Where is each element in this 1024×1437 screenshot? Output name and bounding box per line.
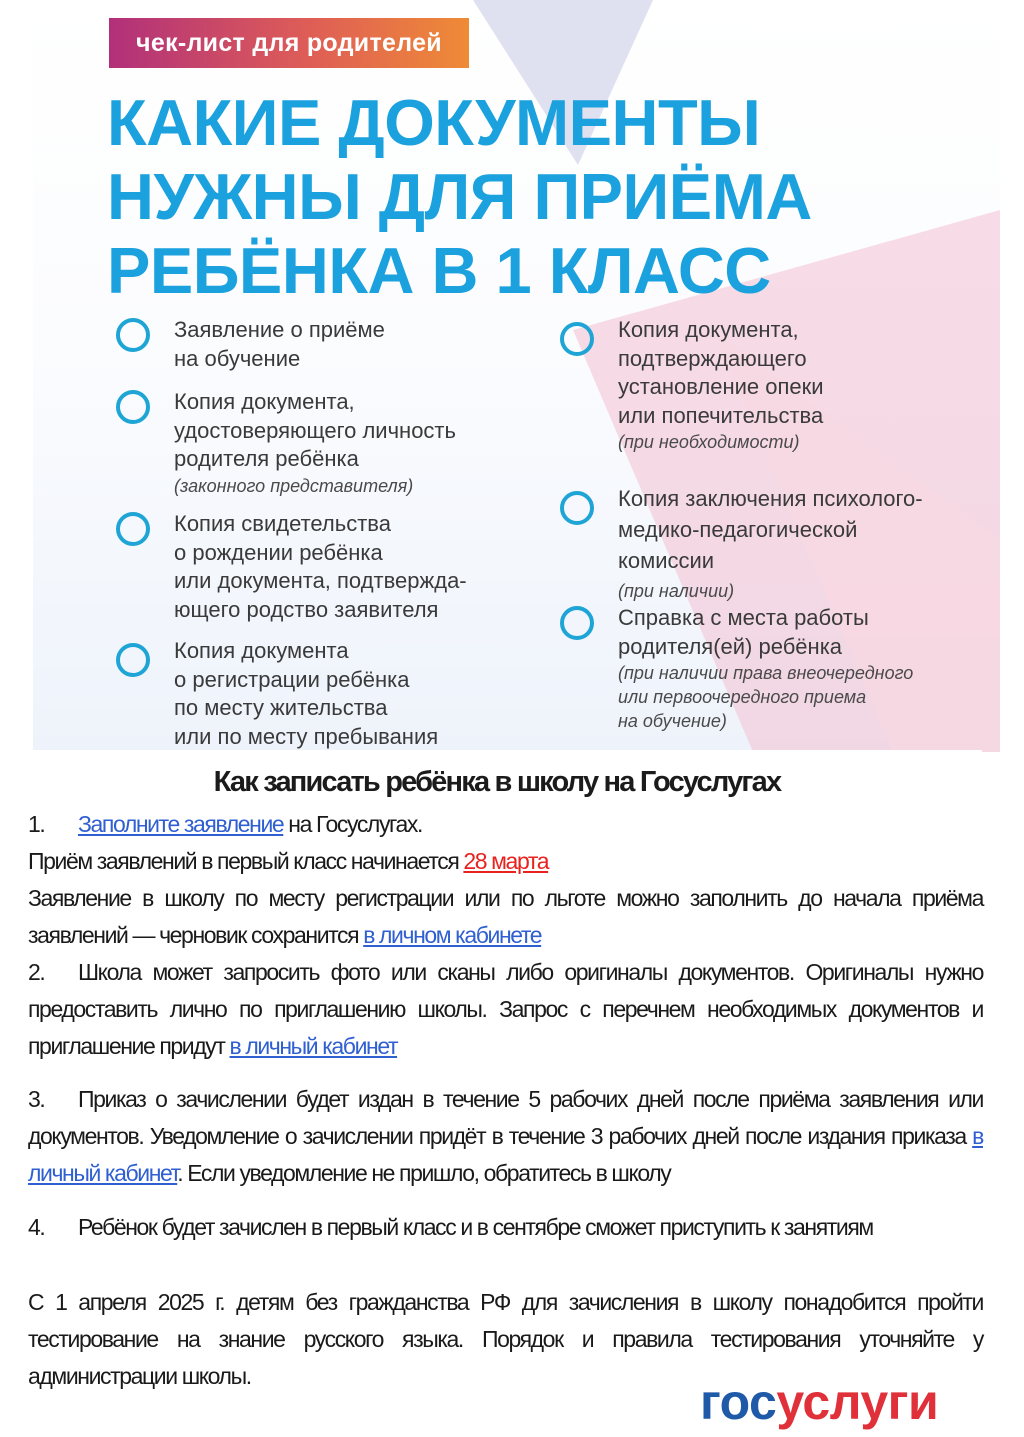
- item-line: медико-педагогической: [618, 517, 858, 542]
- checklist-item: [116, 637, 438, 751]
- item-line: родителя(ей) ребёнка: [618, 633, 843, 659]
- checkbox-circle-icon[interactable]: [116, 512, 150, 546]
- item-line: о регистрации ребёнка: [174, 666, 410, 692]
- item-line: или документа, подтвержда-: [174, 568, 467, 593]
- personal-account-link[interactable]: в личном кабинете: [363, 922, 542, 948]
- item-note: на обучение): [618, 711, 727, 731]
- item-note: или первоочередного приема: [618, 687, 867, 707]
- step-3: [28, 1081, 983, 1192]
- item-note: (при наличии): [618, 581, 735, 601]
- item-line: или попечительства: [618, 402, 824, 428]
- step-text: . Если уведомление не пришло, обратитесь в школу: [177, 1160, 671, 1186]
- checklist-item: [560, 483, 923, 607]
- item-line: или по месту пребывания: [174, 723, 439, 749]
- item-line: о рождении ребёнка: [174, 539, 383, 565]
- step-4: [28, 1209, 983, 1246]
- item-note: (законного представителя): [174, 475, 414, 496]
- item-line: по месту жительства: [174, 695, 388, 720]
- title-line: КАКИЕ ДОКУМЕНТЫ: [107, 86, 761, 159]
- item-note: (при необходимости): [618, 432, 800, 452]
- personal-account-link[interactable]: в личный кабинет: [229, 1033, 398, 1059]
- step-number: 3.: [28, 1086, 45, 1112]
- howto-heading: Как записать ребёнка в школу на Госуслугах: [12, 750, 982, 796]
- checkbox-circle-icon[interactable]: [560, 491, 594, 525]
- title-line: НУЖНЫ ДЛЯ ПРИЁМА: [107, 160, 812, 233]
- item-line: установление опеки: [618, 374, 824, 399]
- item-line: Копия свидетельства: [174, 511, 391, 536]
- checkbox-circle-icon[interactable]: [116, 643, 150, 677]
- checklist-poster: [33, 0, 1000, 752]
- final-note: С 1 апреля 2025 г. детям без гражданства РФ для зачисления в школу понадобится пройти тестирование на знание русского языка. Порядок и правила тестирования уточняйте у администрации школы.: [28, 1289, 983, 1389]
- item-line: Справка с места работы: [618, 605, 869, 630]
- checklist-item-text: [618, 604, 913, 733]
- checkbox-circle-icon[interactable]: [116, 390, 150, 424]
- item-line: на обучение: [174, 345, 301, 371]
- title-line: РЕБЁНКА В 1 КЛАСС: [107, 234, 771, 307]
- item-line: Копия документа,: [174, 389, 355, 414]
- checkbox-circle-icon[interactable]: [560, 322, 594, 356]
- logo-part-red: услуги: [776, 1374, 939, 1430]
- start-date: 28 марта: [463, 848, 549, 874]
- checklist-item-text: [174, 316, 385, 373]
- checklist-item: [116, 510, 467, 624]
- checklist-item-text: [174, 637, 438, 751]
- item-line: комиссии: [618, 548, 715, 573]
- step-text: Школа может запросить фото или сканы либо оригиналы документов. Оригиналы нужно предоставить лично по приглашению школы. Запрос с перечнем необходимых документов и приглашение придут: [28, 959, 983, 1059]
- step-number: 2.: [28, 959, 45, 985]
- step-text: Приказ о зачислении будет издан в течение 5 рабочих дней после приёма заявления или документов. Уведомление о зачислении придёт в течение 3 рабочих дней после издания приказа: [28, 1086, 983, 1149]
- checklist-item-text: [174, 388, 456, 498]
- checkbox-circle-icon[interactable]: [560, 606, 594, 640]
- step-text: Ребёнок будет зачислен в первый класс и в сентябре сможет приступить к занятиям: [78, 1214, 873, 1240]
- item-line: Копия документа: [174, 638, 349, 663]
- item-line: Копия заключения психолого-: [618, 486, 923, 511]
- step-text: Заявление в школу по месту регистрации или по льготе можно заполнить до начала приёма заявлений — черновик сохранится: [28, 885, 983, 948]
- step-text: на Госуслугах.: [283, 811, 423, 837]
- checkbox-circle-icon[interactable]: [116, 318, 150, 352]
- item-line: удостоверяющего личность: [174, 417, 456, 443]
- item-line: Копия документа,: [618, 317, 799, 342]
- item-line: подтверждающего: [618, 345, 807, 371]
- item-note: (при наличии права внеочередного: [618, 663, 914, 683]
- checklist-item-text: [174, 510, 467, 624]
- checklist-item: [560, 316, 824, 454]
- step-1: [28, 806, 983, 954]
- checklist-item-text: [618, 483, 923, 607]
- gosuslugi-logo: [700, 1372, 938, 1432]
- checklist-item: [560, 604, 913, 733]
- checklist-item: [116, 388, 456, 498]
- personal-account-link[interactable]: в личный кабинет: [28, 1123, 983, 1186]
- step-2: [28, 954, 983, 1065]
- checklist-item-text: [618, 316, 824, 454]
- item-line: ющего родство заявителя: [174, 596, 439, 622]
- logo-part-blue: гос: [700, 1374, 777, 1430]
- checklist-item: [116, 316, 385, 373]
- page-title: [107, 86, 967, 308]
- fill-application-link[interactable]: Заполните заявление: [78, 811, 284, 837]
- checklist-tag: чек-лист для родителей: [109, 18, 469, 68]
- item-line: родителя ребёнка: [174, 446, 359, 471]
- step-text: Приём заявлений в первый класс начинается: [28, 848, 464, 874]
- step-number: 1.: [28, 811, 45, 837]
- item-line: Заявление о приёме: [174, 317, 385, 342]
- step-number: 4.: [28, 1214, 45, 1240]
